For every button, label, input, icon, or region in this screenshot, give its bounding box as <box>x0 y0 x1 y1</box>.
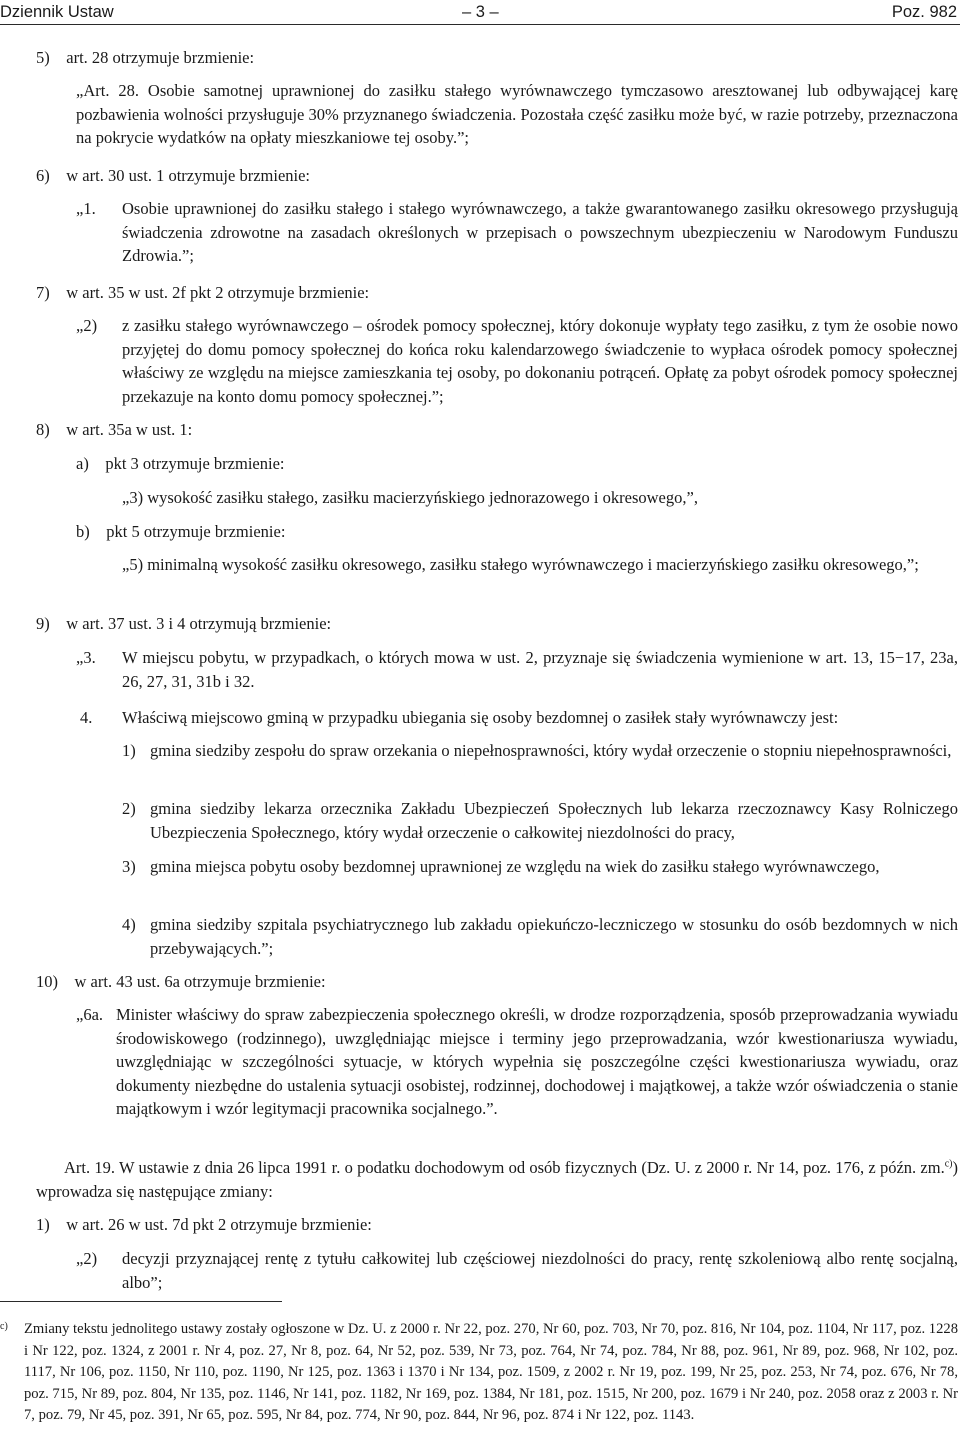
article-19-text: Art. 19. W ustawie z dnia 26 lipca 1991 r. o podatku dochodowym od osób fizycznych (Dz. U. z 2000 r. Nr 14, poz. 176, z późn. zm. <box>64 1158 945 1177</box>
footnote-marker: c) <box>0 1321 8 1332</box>
article-19-item-1-body: decyzji przyznającej rentę z tytułu całkowitej lub częściowej niezdolności do pracy, rentę szkoleniową albo rentę socjalną, albo”; <box>122 1249 958 1292</box>
article-19-item-1-label: „2) <box>76 1249 98 1268</box>
item-7-body: z zasiłku stałego wyrównawczego – ośrodek pomocy społecznej, który dokonuje wypłaty tego zasiłku, z tym że osobie nowo przyjętej do domu pomocy społecznej do końca roku kalendarzowego świadczenie to wypłaca ośrodek pomocy społecznej właściwy ze względu na miejsce zamieszkania tej osoby, po dokonaniu potrąceń. Opłatę za pobyt ośrodek pomocy społecznej przekazuje na konto domu pomocy społecznej.”; <box>122 316 958 406</box>
item-9-pt2-label: 2) <box>122 799 136 818</box>
item-9-ust4-body: Właściwą miejscowo gminą w przypadku ubiegania się osoby bezdomnej o zasiłek stały wyrównawczy jest: <box>122 708 839 727</box>
item-8a-heading: a) pkt 3 otrzymuje brzmienie: <box>76 454 285 473</box>
page-header <box>0 0 960 26</box>
item-6-label: „1. <box>76 199 96 218</box>
footnote-text: Zmiany tekstu jednolitego ustawy zostały ogłoszone w Dz. U. z 2000 r. Nr 22, poz. 270, Nr 60, poz. 703, Nr 70, poz. 816, Nr 104, poz. 1104, Nr 117, poz. 1228 i Nr 122, poz. 1324, z 2001 r. Nr 4, poz. 27, Nr 8, poz. 64, Nr 52, poz. 539, Nr 73, poz. 764, Nr 74, poz. 784, Nr 88, poz. 961, Nr 89, poz. 968, Nr 102, poz. 1117, Nr 106, poz. 1150, Nr 110, poz. 1190, Nr 125, poz. 1363 i 1370 i Nr 134, poz. 1509, z 2002 r. Nr 19, poz. 199, Nr 25, poz. 253, Nr 74, poz. 676, Nr 78, poz. 715, Nr 89, poz. 804, Nr 135, poz. 1146, Nr 141, poz. 1182, Nr 169, poz. 1384, Nr 181, poz. 1515, Nr 200, poz. 1679 i Nr 240, poz. 2058 oraz z 2003 r. Nr 7, poz. 79, Nr 45, poz. 391, Nr 65, poz. 595, Nr 84, poz. 774, Nr 90, poz. 844, Nr 96, poz. 874 i Nr 122, poz. 1143. <box>24 1321 958 1424</box>
article-19-text-end: ) wprowadza się następujące zmiany: <box>36 1158 958 1201</box>
position-number: Poz. 982 <box>891 3 957 21</box>
item-10-heading: 10) w art. 43 ust. 6a otrzymuje brzmienie: <box>36 972 326 991</box>
item-9-ust3-label: „3. <box>76 648 96 667</box>
page-number: – 3 – <box>462 3 499 21</box>
item-9-ust3-body: W miejscu pobytu, w przypadkach, o których mowa w ust. 2, przyznaje się świadczenia wymienione w art. 13, 15−17, 23a, 26, 27, 31, 31b i 32. <box>122 648 958 691</box>
item-6-heading: 6) w art. 30 ust. 1 otrzymuje brzmienie: <box>36 166 311 185</box>
item-10-body: Minister właściwy do spraw zabezpieczenia społecznego określi, w drodze rozporządzenia, sposób przeprowadzania wywiadu środowiskowego (rodzinnego), uwzględniając miejsce i terminy jego przeprowadzania, wzór kwestionariusza wywiadu, uwzględniając w szczególności sytuacje, w których wypełnia się poszczególne części kwestionariusza wywiadu, oraz dokumenty niezbędne do ustalenia sytuacji osobistej, rodzinnej, dochodowej i majątkowej, a także wzór oświadczenia o stanie majątkowym i wzór legitymacji pracownika socjalnego.”. <box>116 1005 958 1118</box>
article-19-intro <box>36 1156 958 1203</box>
item-10-label: „6a. <box>76 1005 104 1024</box>
footnote-rule <box>0 1301 282 1302</box>
item-7-heading: 7) w art. 35 w ust. 2f pkt 2 otrzymuje brzmienie: <box>36 283 370 302</box>
journal-title: Dziennik Ustaw <box>0 3 114 21</box>
item-8b-heading: b) pkt 5 otrzymuje brzmienie: <box>76 522 286 541</box>
item-9-ust4-label: 4. <box>80 708 93 727</box>
item-6-body: Osobie uprawnionej do zasiłku stałego i stałego wyrównawczego, a także gwarantowanego zasiłku okresowego przysługują świadczenia zdrowotne na zasadach określonych w przepisach o powszechnym ubezpieczeniu w Narodowym Funduszu Zdrowia.”; <box>122 199 958 265</box>
item-8a-body: „3) wysokość zasiłku stałego, zasiłku macierzyńskiego jednorazowego i okresowego,”, <box>122 488 698 507</box>
item-8b-body: „5) minimalną wysokość zasiłku okresowego, zasiłku stałego wyrównawczego i macierzyńskiego zasiłku okresowego,”; <box>122 555 919 574</box>
item-5-heading: 5) art. 28 otrzymuje brzmienie: <box>36 48 255 67</box>
item-7-label: „2) <box>76 316 98 335</box>
item-9-pt4-body: gmina siedziby szpitala psychiatrycznego lub zakładu opiekuńczo-leczniczego w stosunku do osób bezdomnych w nich przebywających.”; <box>150 915 958 958</box>
footnote-reference: c) <box>944 1158 953 1170</box>
header-rule <box>0 24 960 25</box>
item-9-pt1-body: gmina siedziby zespołu do spraw orzekania o niepełnosprawności, który wydał orzeczenie o stopniu niepełnosprawności, <box>150 741 952 760</box>
article-19-item-1-heading: 1) w art. 26 w ust. 7d pkt 2 otrzymuje brzmienie: <box>36 1215 372 1234</box>
item-8-heading: 8) w art. 35a w ust. 1: <box>36 420 193 439</box>
item-9-pt3-body: gmina miejsca pobytu osoby bezdomnej uprawnionej ze względu na wiek do zasiłku stałego wyrównawczego, <box>150 857 880 876</box>
item-9-pt1-label: 1) <box>122 741 136 760</box>
item-5-body: „Art. 28. Osobie samotnej uprawnionej do zasiłku stałego wyrównawczego tymczasowo aresztowanej lub odbywającej karę pozbawienia wolności przysługuje 30% przyznanego świadczenia. Pozostała część zasiłku może być, w razie potrzeby, przeznaczona na pokrycie wydatków na opłaty mieszkaniowe tej osoby.”; <box>76 81 958 147</box>
item-9-pt2-body: gmina siedziby lekarza orzecznika Zakładu Ubezpieczeń Społecznych lub lekarza rzeczoznawcy Kasy Rolniczego Ubezpieczenia Społecznego, który wydał orzeczenie o całkowitej niezdolności do pracy, <box>150 799 958 842</box>
item-9-heading: 9) w art. 37 ust. 3 i 4 otrzymują brzmienie: <box>36 614 332 633</box>
item-9-pt3-label: 3) <box>122 857 136 876</box>
item-9-pt4-label: 4) <box>122 915 136 934</box>
